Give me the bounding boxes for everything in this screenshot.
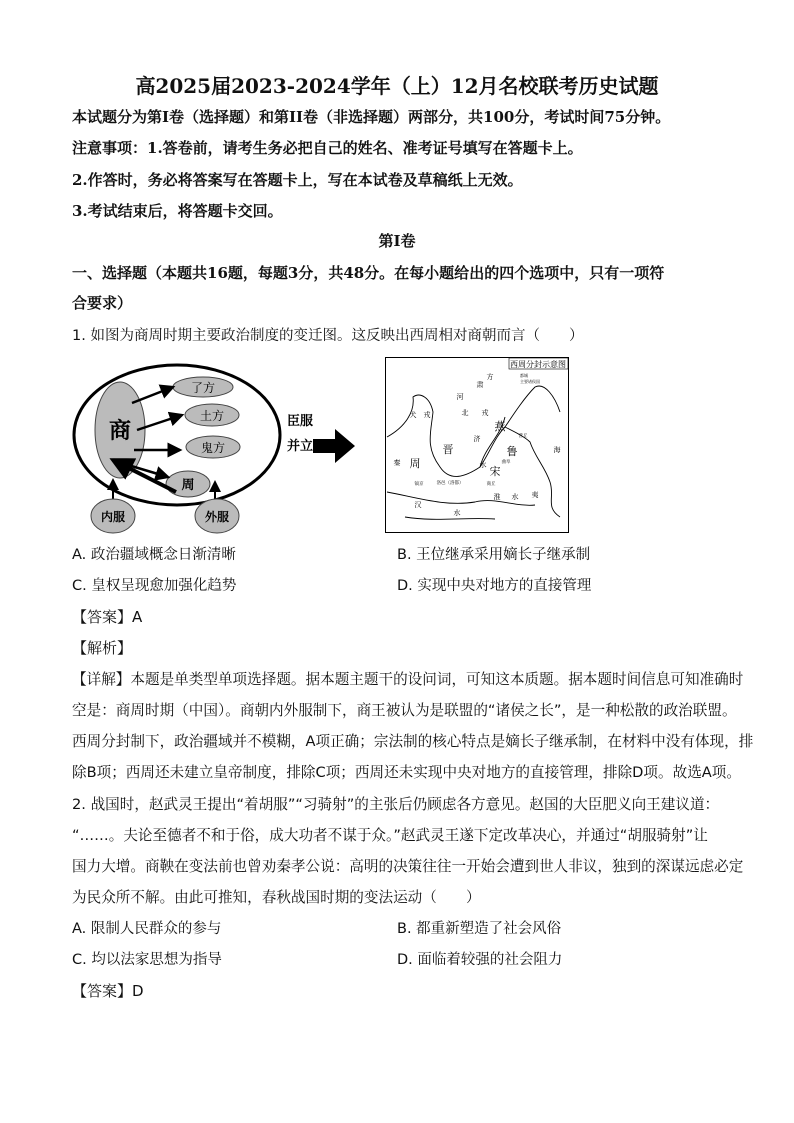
- map-label-yingqiu: 营丘: [518, 434, 528, 439]
- q1-option-b[interactable]: B. 王位继承采用嫡长子继承制: [397, 547, 591, 563]
- map-label: 秦: [393, 459, 401, 467]
- q2-answer: 【答案】D: [72, 982, 144, 1000]
- section-desc-1: 一、选择题（本题共16题，每题3分，共48分。在每小题给出的四个选项中，只有一项符: [72, 264, 665, 282]
- map-label-luoyi: 洛邑（洛都）: [436, 481, 464, 486]
- map-legend-states: 主要诸侯国: [520, 379, 540, 384]
- shang-zhou-diagram: [60, 350, 370, 540]
- intro-text: 本试题分为第I卷（选择题）和第II卷（非选择题）两部分，共100分，考试时间75分钟。: [72, 108, 671, 126]
- q2-option-d[interactable]: D. 面临着较强的社会阻力: [397, 952, 563, 968]
- outer-domain-label: 外服: [204, 510, 230, 524]
- map-label: 晋: [442, 443, 454, 456]
- bingli-label: 并立: [286, 439, 314, 454]
- map-label-haojing: 镐京: [414, 482, 424, 487]
- section-desc-2: 合要求）: [72, 294, 133, 312]
- q1-answer: 【答案】A: [72, 608, 143, 626]
- q1-detail-4: 除B项；西周还未建立皇帝制度，排除C项；西周还未实现中央对地方的直接管理，排除D项。故选A项。: [72, 764, 741, 781]
- q1-option-d[interactable]: D. 实现中央对地方的直接管理: [397, 578, 592, 594]
- map-label: 北: [461, 409, 469, 417]
- map-label: 水: [453, 509, 461, 517]
- q1-detail-2: 空是：商周时期（中国）。商朝内外服制下，商王被认为是联盟的“诸侯之长”，是一种松散的政治联盟。: [72, 702, 737, 719]
- q1-analysis-label: 【解析】: [72, 639, 133, 657]
- section-title: 第I卷: [378, 232, 416, 250]
- map-label: 汉: [414, 501, 422, 509]
- map-label: 犬: [409, 411, 417, 419]
- map-label-qufu: 曲阜: [501, 460, 511, 465]
- map-label: 夷: [531, 491, 539, 499]
- q2-stem-3: 国力大增。商鞅在变法前也曾劝秦孝公说：高明的决策往往一开始会遭到世人非议，独到的深谋远虑必定: [72, 858, 744, 875]
- note-1: 注意事项：1.答卷前，请考生务必把自己的姓名、准考证号填写在答题卡上。: [72, 139, 583, 157]
- map-label: 鲁: [506, 445, 518, 458]
- map-label: 戎: [481, 409, 489, 417]
- q2-option-c[interactable]: C. 均以法家思想为指导: [72, 952, 222, 968]
- map-label: 海: [553, 446, 561, 454]
- map-label: 戎: [423, 411, 431, 419]
- map-label: 淮: [493, 493, 501, 501]
- map-label: 肃: [476, 381, 484, 389]
- note-2: 2.作答时，务必将答案写在答题卡上，写在本试卷及草稿纸上无效。: [72, 171, 523, 189]
- liaofang-label: 了方: [190, 381, 216, 395]
- q1-option-c[interactable]: C. 皇权呈现愈加强化趋势: [72, 578, 237, 594]
- map-legend-capital: 都城: [520, 373, 528, 378]
- inner-domain-label: 内服: [100, 510, 126, 524]
- map-label: 周: [409, 457, 421, 470]
- map-label: 水: [511, 493, 519, 501]
- q1-option-a[interactable]: A. 政治疆域概念日渐清晰: [72, 547, 236, 563]
- tufang-label: 土方: [199, 409, 225, 423]
- q1-detail-3: 西周分封制下，政治疆域并不模糊，A项正确；宗法制的核心特点是嫡长子继承制，在材料中没有体现，排: [72, 733, 754, 750]
- map-label: 方: [486, 373, 494, 381]
- map-label: 宋: [489, 465, 501, 478]
- q1-detail-1: 【详解】本题是单类型单项选择题。据本题主题干的设问词，可知这本质题。据本题时间信息可知准确时: [72, 671, 744, 688]
- shang-label: 商: [108, 419, 132, 444]
- q2-stem-2: “……。夫论至德者不和于俗，成大功者不谋于众。”赵武灵王遂下定改革决心，并通过“胡服骑射”让: [72, 827, 708, 844]
- q2-stem-4: 为民众所不解。由此可推知，春秋战国时期的变法运动（ ）: [72, 889, 481, 906]
- q1-stem: 1. 如图为商周时期主要政治制度的变迁图。这反映出西周相对商朝而言（ ）: [72, 328, 584, 344]
- chenfu-label: 臣服: [286, 414, 314, 429]
- map-label-shangqiu: 商丘: [486, 482, 496, 487]
- western-zhou-map: [385, 357, 569, 533]
- guifang-label: 鬼方: [200, 441, 226, 455]
- map-label: 济: [473, 435, 481, 443]
- map-title: 西周分封示意图: [510, 360, 566, 369]
- q2-option-a[interactable]: A. 限制人民群众的参与: [72, 921, 222, 937]
- map-label: 水: [479, 461, 487, 469]
- map-label: 燕: [494, 420, 506, 433]
- document-title: 高2025届2023-2024学年（上）12月名校联考历史试题: [135, 74, 659, 98]
- note-3: 3.考试结束后，将答题卡交回。: [72, 202, 283, 220]
- zhou-label: 周: [181, 478, 195, 493]
- q2-option-b[interactable]: B. 都重新塑造了社会风俗: [397, 921, 562, 937]
- q2-stem-1: 2. 战国时，赵武灵王提出“着胡服”“习骑射”的主张后仍顾虑各方意见。赵国的大臣肥义向王建议道：: [72, 796, 720, 813]
- map-label: 河: [456, 393, 464, 401]
- transition-arrow-icon: [313, 429, 355, 463]
